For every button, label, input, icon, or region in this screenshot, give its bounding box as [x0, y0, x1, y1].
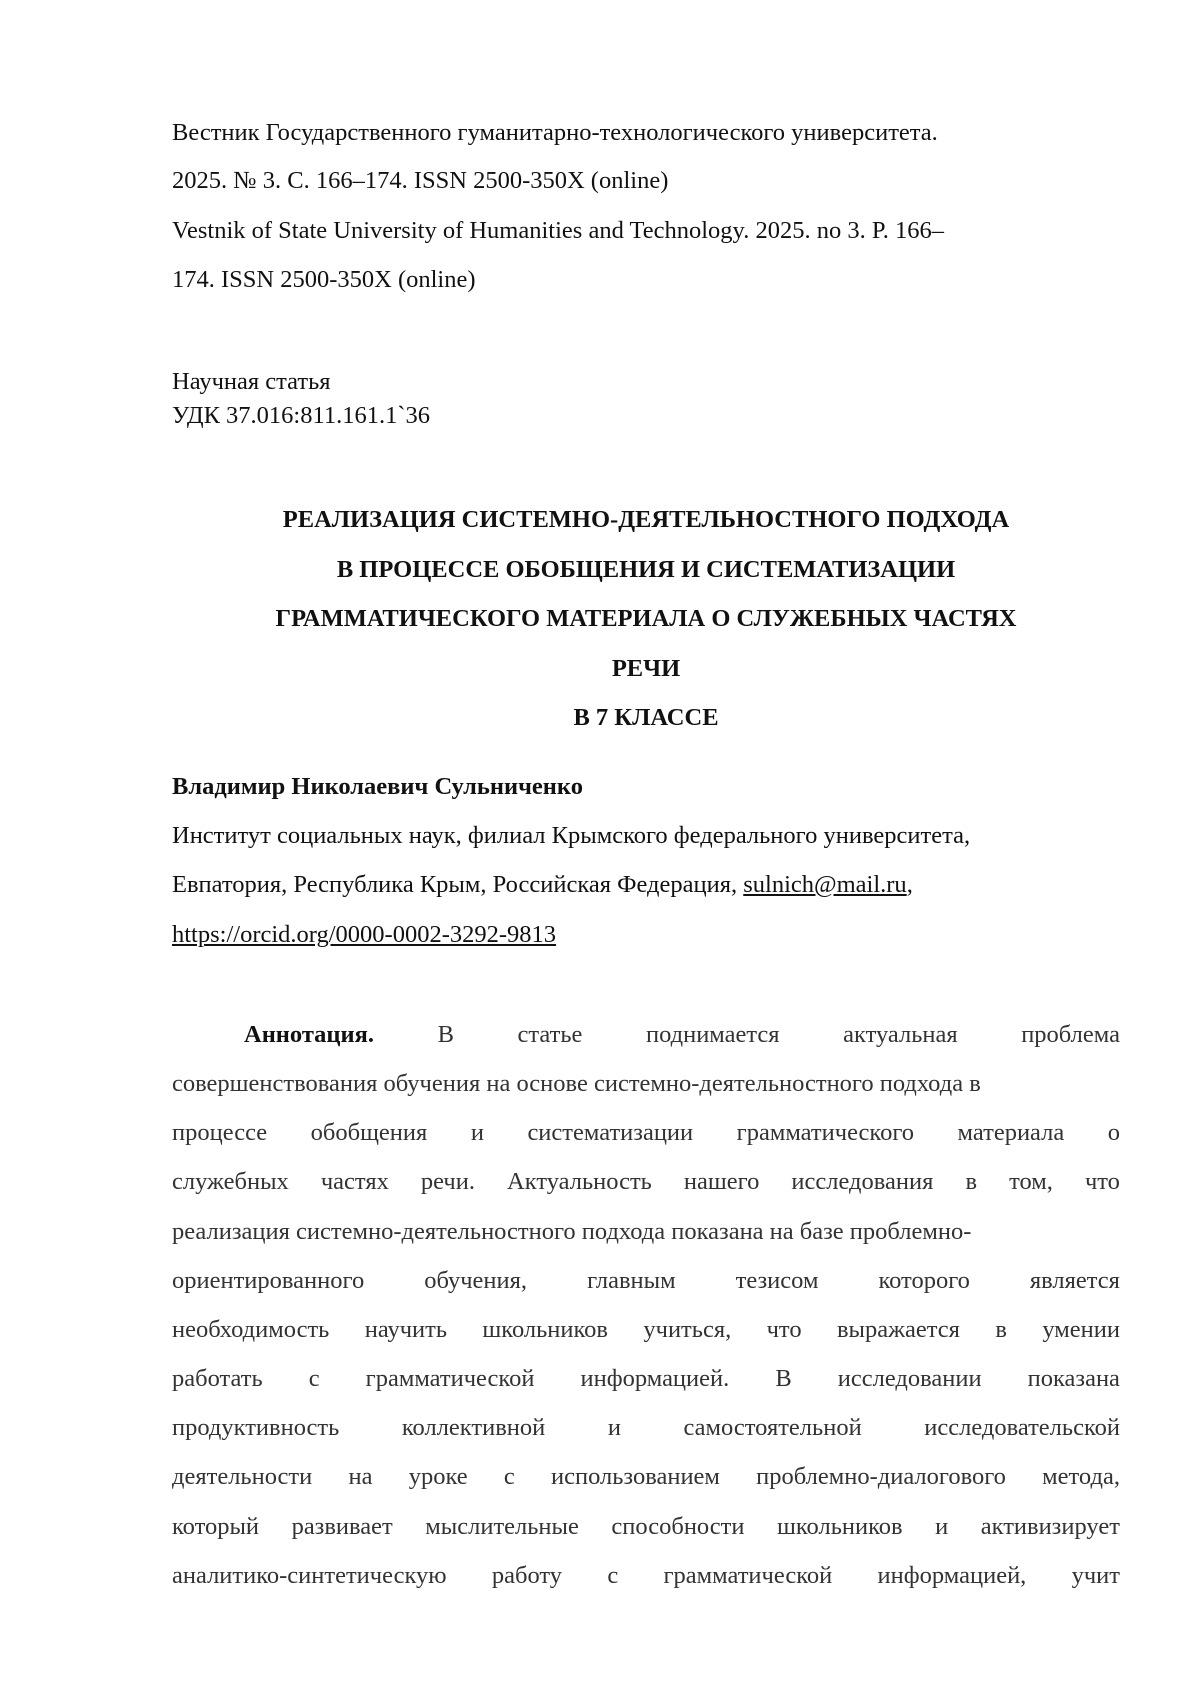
word: учит: [1072, 1561, 1120, 1591]
word: коллективной: [402, 1413, 545, 1443]
word: уроке: [409, 1462, 468, 1492]
author-affiliation: Институт социальных наук, филиал Крымского федерального университета,: [172, 821, 970, 851]
word: и: [608, 1413, 621, 1443]
word: что: [1085, 1167, 1120, 1197]
article-type: Научная статья: [172, 367, 331, 397]
word: и: [935, 1512, 948, 1542]
word: статье: [518, 1020, 583, 1050]
abstract-line: совершенствования обучения на основе системно-деятельностного подхода в: [172, 1069, 981, 1099]
abstract-line: [172, 1561, 1120, 1591]
word: школьников: [482, 1315, 608, 1345]
abstract-line: [244, 1020, 1120, 1050]
word: В: [775, 1364, 791, 1394]
article-title-line: В 7 КЛАССЕ: [0, 703, 1200, 733]
word: проблемно-диалогового: [756, 1462, 1006, 1492]
word: деятельности: [172, 1462, 312, 1492]
word: с: [607, 1561, 618, 1591]
abstract-line: [172, 1167, 1120, 1197]
article-title-line: РЕЧИ: [0, 654, 1200, 684]
word: активизирует: [981, 1512, 1120, 1542]
author-orcid-row: [172, 920, 556, 950]
abstract-line: [172, 1266, 1120, 1296]
abstract-line: реализация системно-деятельностного подхода показана на базе проблемно-: [172, 1217, 971, 1247]
word: работать: [172, 1364, 263, 1394]
word: научить: [365, 1315, 447, 1345]
word: в: [965, 1167, 977, 1197]
journal-citation-en: Vestnik of State University of Humanities and Technology. 2025. no 3. P. 166–: [172, 216, 944, 246]
word: процессе: [172, 1118, 267, 1148]
author-location-text: Евпатория, Республика Крым, Российская Федерация,: [172, 871, 737, 898]
article-title-line: РЕАЛИЗАЦИЯ СИСТЕМНО-ДЕЯТЕЛЬНОСТНОГО ПОДХОДА: [0, 505, 1200, 535]
word: на: [349, 1462, 373, 1492]
word: выражается: [837, 1315, 960, 1345]
word: о: [1108, 1118, 1120, 1148]
word: учиться,: [643, 1315, 731, 1345]
udk-code: УДК 37.016:811.161.1`36: [172, 401, 430, 431]
word: исследования: [791, 1167, 933, 1197]
author-orcid-link[interactable]: https://orcid.org/0000-0002-3292-9813: [172, 921, 556, 948]
word: необходимость: [172, 1315, 329, 1345]
word: грамматической: [366, 1364, 535, 1394]
journal-citation-ru: Вестник Государственного гуманитарно-технологического университета.: [172, 118, 938, 148]
author-location: [172, 870, 913, 900]
word: который: [172, 1512, 259, 1542]
word: речи.: [421, 1167, 475, 1197]
word: исследовательской: [924, 1413, 1120, 1443]
word: обучения,: [424, 1266, 527, 1296]
abstract-line: [172, 1364, 1120, 1394]
word: использованием: [551, 1462, 720, 1492]
abstract-line: [172, 1118, 1120, 1148]
word: служебных: [172, 1167, 289, 1197]
word: самостоятельной: [684, 1413, 862, 1443]
article-title-line: В ПРОЦЕССЕ ОБОБЩЕНИЯ И СИСТЕМАТИЗАЦИИ: [0, 555, 1200, 585]
author-name: Владимир Николаевич Сульниченко: [172, 772, 583, 802]
abstract-label: Аннотация.: [244, 1020, 374, 1050]
email-suffix: ,: [907, 871, 913, 898]
word: с: [309, 1364, 320, 1394]
word: поднимается: [646, 1020, 780, 1050]
word: нашего: [684, 1167, 759, 1197]
journal-citation-en-issue: 174. ISSN 2500-350X (online): [172, 265, 476, 295]
word: актуальная: [843, 1020, 958, 1050]
word: ориентированного: [172, 1266, 364, 1296]
word: проблема: [1021, 1020, 1120, 1050]
word: развивает: [292, 1512, 393, 1542]
abstract-line: [172, 1413, 1120, 1443]
word: показана: [1028, 1364, 1120, 1394]
word: с: [504, 1462, 515, 1492]
word: исследовании: [838, 1364, 982, 1394]
word: В: [438, 1020, 454, 1050]
word: Актуальность: [507, 1167, 652, 1197]
author-email-link[interactable]: sulnich@mail.ru: [743, 871, 906, 898]
word: продуктивность: [172, 1413, 339, 1443]
word: работу: [492, 1561, 562, 1591]
word: систематизации: [527, 1118, 693, 1148]
word: грамматической: [663, 1561, 832, 1591]
word: грамматического: [737, 1118, 914, 1148]
word: умении: [1042, 1315, 1120, 1345]
word: частях: [321, 1167, 389, 1197]
word: обобщения: [311, 1118, 428, 1148]
journal-citation-ru-issue: 2025. № 3. С. 166–174. ISSN 2500-350X (online): [172, 166, 668, 196]
word: информацией.: [581, 1364, 730, 1394]
word: аналитико-синтетическую: [172, 1561, 447, 1591]
article-title-line: ГРАММАТИЧЕСКОГО МАТЕРИАЛА О СЛУЖЕБНЫХ ЧАСТЯХ: [0, 604, 1200, 634]
word: является: [1030, 1266, 1120, 1296]
word: информацией,: [878, 1561, 1027, 1591]
word: в: [995, 1315, 1007, 1345]
word: мыслительные: [425, 1512, 579, 1542]
document-page: [0, 0, 1200, 1697]
abstract-line: [172, 1462, 1120, 1492]
abstract-line: [172, 1512, 1120, 1542]
abstract-line: [172, 1315, 1120, 1345]
word: тезисом: [736, 1266, 819, 1296]
word: главным: [587, 1266, 676, 1296]
word: том,: [1009, 1167, 1053, 1197]
word: метода,: [1042, 1462, 1120, 1492]
word: что: [767, 1315, 802, 1345]
word: и: [471, 1118, 484, 1148]
word: школьников: [777, 1512, 903, 1542]
word: материала: [958, 1118, 1065, 1148]
word: которого: [878, 1266, 969, 1296]
word: способности: [611, 1512, 744, 1542]
